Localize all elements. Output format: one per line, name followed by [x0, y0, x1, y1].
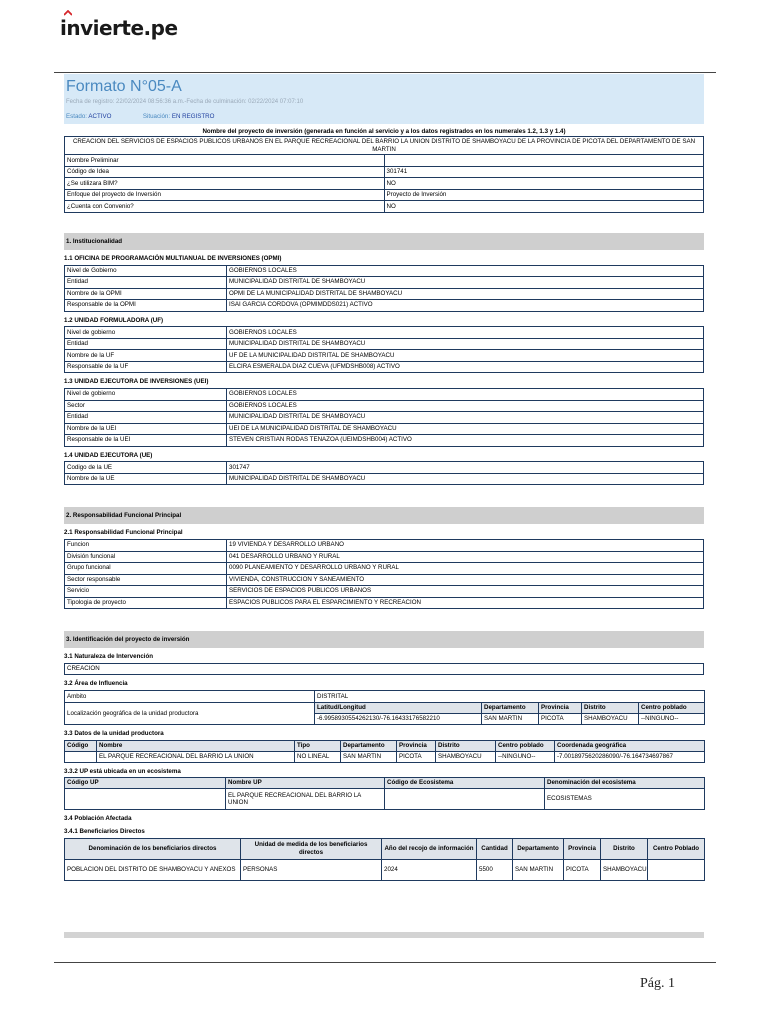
table-row: Nombre de la OPMI OPMI DE LA MUNICIPALIDAD DISTRITAL DE SHAMBOYACU	[65, 288, 704, 300]
uf-title: 1.2 UNIDAD FORMULADORA (UF)	[64, 316, 164, 324]
page-title: Formato N°05-A	[66, 78, 182, 95]
project-heading: Nombre del proyecto de inversión (generada en función al servicio y a los datos registrados en los numerales 1.2, 1.3 y 1.4)	[202, 128, 566, 135]
table-row: Tipologia de proyecto ESPACIOS PUBLICOS PARA EL ESPARCIMIENTO Y RECREACION	[65, 597, 704, 609]
registration-dates: Fecha de registro: 22/02/2024 08:56:36 a.m.-Fecha de culminación: 02/22/2024 07:07:10	[66, 99, 304, 105]
eco-title: 3.3.2 UP está ubicada en un ecosistema	[64, 767, 181, 775]
naturaleza-table	[64, 663, 704, 676]
area-title: 3.2 Área de Influencia	[64, 680, 128, 688]
table-row: Nombre de la UF UF DE LA MUNICIPALIDAD DISTRITAL DE SHAMBOYACU	[65, 350, 704, 362]
section-end-bar	[64, 932, 704, 938]
up-title: 3.3 Datos de la unidad productora	[64, 729, 164, 737]
document-body	[64, 74, 704, 881]
area-table: Ambito DISTRITAL Localización geográfica de la unidad productora Latitud/Longitud Departamento Provincia Distrito Centro poblado -6.9958930554262130/-76.16433176582210 SAN MARTIN PICOTA SHAMBOYACU --NINGUNO--	[64, 690, 705, 725]
table-row: Sector responsable VIVIENDA, CONSTRUCCION Y SANEAMIENTO	[65, 574, 704, 586]
ambito-label: Ambito	[65, 691, 315, 703]
up-table: Código Nombre Tipo Departamento Provincia Distrito Centro poblado Coordenada geográfica EL PARQUE RECREACIONAL DEL BARRIO LA UNION NO LINEAL SAN MARTIN PICOTA SHAMBOYACU --NINGUNO-- -7.0018975620286090/-76.164734697867	[64, 740, 705, 763]
logo-text: invierte.pe	[60, 16, 178, 40]
section-1-title: 1. Institucionalidad	[64, 233, 704, 250]
naturaleza-value: CREACION	[65, 663, 704, 675]
section-3-title: 3. Identificación del proyecto de inversión	[64, 631, 704, 648]
table-row: Entidad MUNICIPALIDAD DISTRITAL DE SHAMBOYACU	[65, 412, 704, 424]
table-row: Nombre de la UEI UEI DE LA MUNICIPALIDAD DISTRITAL DE SHAMBOYACU	[65, 423, 704, 435]
table-row: ¿Cuenta con Convenio? NO	[65, 201, 704, 213]
uei-table	[64, 388, 704, 447]
table-row: Nombre Preliminar	[65, 155, 704, 167]
table-row: Enfoque del proyecto de Inversión Proyecto de Inversión	[65, 189, 704, 201]
table-row: División funcional 041 DESARROLLO URBANO Y RURAL	[65, 551, 704, 563]
rfp-title: 2.1 Responsabilidad Funcional Principal	[64, 529, 183, 537]
loc-label: Localización geográfica de la unidad productora	[65, 703, 315, 725]
beneficiarios-title: 3.4.1 Beneficiarios Directos	[64, 828, 145, 835]
project-table	[64, 136, 704, 213]
table-row: Código de Idea 301741	[65, 166, 704, 178]
uei-title: 1.3 UNIDAD EJECUTORA DE INVERSIONES (UEI)	[64, 378, 209, 386]
eco-table: Código UP Nombre UP Código de Ecosistema Denominación del ecosistema EL PARQUE RECREACIONAL DEL BARRIO LA UNION ECOSISTEMAS	[64, 777, 705, 810]
table-row: Responsable de la UF ELCIRA ESMERALDA DIAZ CUEVA (UFMDSHB008) ACTIVO	[65, 361, 704, 373]
rfp-table	[64, 539, 704, 609]
ambito-value: DISTRITAL	[315, 691, 705, 703]
estado-label: Estado:	[66, 112, 87, 120]
table-row: Codigo de la UE 301747	[65, 462, 704, 474]
footer-rule	[54, 962, 716, 963]
opmi-table	[64, 265, 704, 312]
table-row: Responsable de la UEI STEVEN CRISTIAN RODAS TENAZOA (UEIMDSHB004) ACTIVO	[65, 435, 704, 447]
estado-value: ACTIVO	[88, 112, 112, 120]
format-header	[64, 74, 704, 124]
table-row: Entidad MUNICIPALIDAD DISTRITAL DE SHAMBOYACU	[65, 338, 704, 350]
table-row: Funcion 19 VIVIENDA Y DESARROLLO URBANO	[65, 540, 704, 552]
ue-title: 1.4 UNIDAD EJECUTORA (UE)	[64, 451, 153, 459]
table-row: Nombre de la UE MUNICIPALIDAD DISTRITAL DE SHAMBOYACU	[65, 473, 704, 485]
table-row: Grupo funcional 0090 PLANEAMIENTO Y DESARROLLO URBANO Y RURAL	[65, 563, 704, 575]
table-row: Responsable de la OPMI ISAI GARCIA CORDOVA (OPMIMDDS021) ACTIVO	[65, 300, 704, 312]
invierte-logo	[60, 16, 178, 42]
table-row: Nivel de gobierno GOBIERNOS LOCALES	[65, 389, 704, 401]
table-row: Entidad MUNICIPALIDAD DISTRITAL DE SHAMBOYACU	[65, 277, 704, 289]
logo-chevron-icon	[64, 10, 72, 16]
naturaleza-title: 3.1 Naturaleza de Intervención	[64, 653, 154, 660]
beneficiarios-table: Denominación de los beneficiarios directos Unidad de medida de los beneficiarios directos Año del recojo de información Cantidad Departamento Provincia Distrito Centro Poblado POBLACION DEL DISTRITO DE SHAMBOYACU Y ANEXOS PERSONAS 2024 5500 SAN MARTIN PICOTA SHAMBOYACU	[64, 838, 705, 881]
poblacion-title: 3.4 Población Afectada	[64, 815, 132, 823]
situacion-value: EN REGISTRO	[171, 112, 215, 120]
header-rule	[54, 72, 716, 73]
section-2-title: 2. Responsabilidad Funcional Principal	[64, 507, 704, 524]
table-row: Servicio SERVICIOS DE ESPACIOS PUBLICOS URBANOS	[65, 586, 704, 598]
table-row: Nivel de gobierno GOBIERNOS LOCALES	[65, 327, 704, 339]
table-row: Nivel de Gobierno GOBIERNOS LOCALES	[65, 265, 704, 277]
situacion-label: Situación:	[142, 112, 171, 120]
opmi-title: 1.1 OFICINA DE PROGRAMACIÓN MULTIANUAL DE INVERSIONES (OPMI)	[64, 254, 282, 262]
table-row: ¿Se utilizara BIM? NO	[65, 178, 704, 190]
uf-table	[64, 326, 704, 373]
status-line	[66, 113, 702, 121]
table-row: Sector GOBIERNOS LOCALES	[65, 400, 704, 412]
page-number: Pág. 1	[640, 976, 675, 991]
project-name: CREACION DEL SERVICIOS DE ESPACIOS PUBLICOS URBANOS EN EL PARQUE RECREACIONAL DEL BARRIO LA UNION DISTRITO DE SHAMBOYACU DE LA PROVINCIA DE PICOTA DEL DEPARTAMENTO DE SAN MARTIN	[65, 136, 704, 155]
ue-table	[64, 461, 704, 485]
